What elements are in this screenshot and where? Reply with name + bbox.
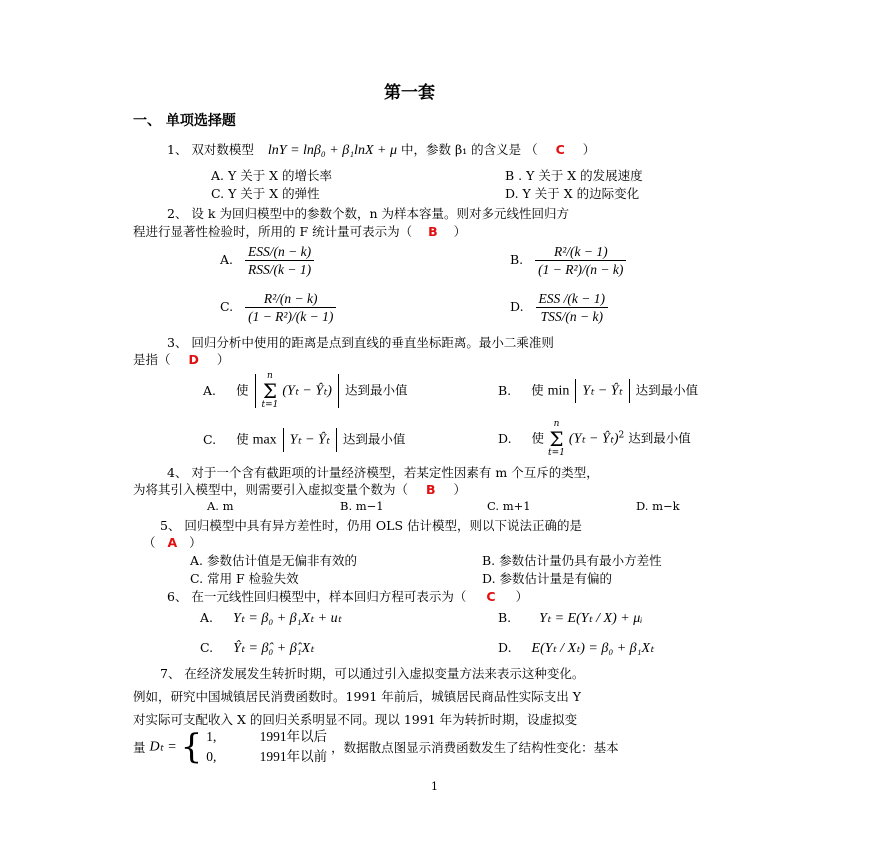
q5-answer: A	[167, 535, 178, 550]
q3-a-sum	[261, 372, 278, 410]
q5-close: ）	[189, 535, 202, 550]
q4-line1: 4、 对于一个含有截距项的计量经济模型，若某定性因素有 m 个互斥的类型，	[167, 465, 599, 480]
q3-line2: 是指（	[133, 352, 171, 367]
question-5-line2	[143, 533, 202, 551]
question-4-line2	[133, 480, 466, 498]
q3-option-b	[498, 379, 698, 403]
q2-label-a: A.	[220, 252, 234, 267]
q3-c-max: max	[252, 432, 277, 448]
q1-close: ）	[582, 142, 596, 157]
q5-option-b: B. 参数估计量仍具有最小方差性	[482, 553, 662, 568]
q3-c-reach: 达到最小值	[342, 431, 406, 447]
q3-a-sum-top: n	[267, 371, 273, 381]
q2-line2: 程进行显著性检验时，所用的 F 统计量可表示为（	[133, 224, 413, 239]
q1-formula: lnY = lnβ₀ + β₁lnX + μ	[267, 143, 397, 158]
q3-d-sum	[548, 420, 565, 458]
q5-line1: 5、 回归模型中具有异方差性时，仍用 OLS 估计模型，则以下说法正确的是	[160, 518, 582, 533]
q7-dummy-var: Dₜ =	[149, 739, 177, 755]
q1-answer: C	[555, 142, 565, 157]
q5-option-a: A. 参数估计值是无偏非有效的	[190, 553, 357, 568]
q6-formula-b: Yₜ = E(Yₜ / X) + μᵢ	[539, 611, 643, 626]
q3-a-sum-bottom: t=1	[261, 400, 279, 410]
page-number: 1	[431, 780, 438, 793]
q2-b-numerator: R²/(k − 1)	[535, 243, 626, 261]
sigma-icon: Σ	[549, 427, 564, 451]
q3-c-abs-left	[283, 428, 284, 452]
q2-c-denominator: (1 − R²)/(k − 1)	[248, 309, 334, 324]
q4-option-a: A. m	[207, 499, 234, 513]
q3-a-use: 使	[236, 382, 249, 398]
q3-b-reach: 达到最小值	[635, 382, 699, 398]
q2-fraction-b	[535, 243, 626, 278]
section-heading: 一、 单项选择题	[133, 113, 236, 129]
q2-fraction-c	[245, 290, 336, 325]
q2-a-denominator: RSS/(k − 1)	[248, 262, 312, 277]
q6-option-c	[200, 640, 314, 657]
q4-close: ）	[453, 482, 467, 497]
q2-a-numerator: ESS/(n − k)	[245, 243, 314, 261]
q3-a-abs-right	[338, 374, 339, 408]
q7-case-2	[206, 747, 327, 767]
q6-line1: 6、 在一元线性回归模型中，样本回归方程可表示为（	[167, 589, 467, 604]
q3-c-abs-right	[336, 428, 337, 452]
q6-formula-c: Ŷₜ = β̂₀ + β̂₁Xₜ	[233, 641, 315, 656]
q3-d-sum-bottom: t=1	[548, 448, 565, 458]
q3-d-term: (Yₜ − Ŷₜ)	[568, 431, 619, 447]
q1-text: 1、 双对数模型	[167, 142, 254, 157]
q3-c-term: Yₜ − Ŷₜ	[289, 432, 330, 448]
q1-option-d: D. Y 关于 X 的边际变化	[505, 186, 640, 201]
q3-d-sum-top: n	[553, 419, 560, 429]
q2-fraction-d	[536, 290, 608, 325]
q2-option-c	[220, 290, 336, 325]
q5-option-d: D. 参数估计量是有偏的	[482, 571, 613, 586]
question-1	[167, 140, 595, 159]
q3-a-abs-left	[255, 374, 256, 408]
q3-b-min: min	[547, 383, 570, 399]
q3-label-a: A.	[203, 382, 217, 398]
q4-answer: B	[426, 482, 436, 497]
question-7-line4	[133, 727, 619, 767]
sigma-icon: Σ	[262, 379, 277, 403]
q7-case2-cond: 1991年以前	[259, 749, 328, 764]
q3-a-term: (Yₜ − Ŷₜ)	[282, 383, 332, 399]
q2-c-numerator: R²/(n − k)	[245, 290, 336, 308]
q3-a-reach: 达到最小值	[344, 382, 408, 398]
q3-option-d	[498, 420, 691, 458]
q4-option-b: B. m−1	[340, 499, 384, 513]
question-6	[167, 587, 528, 605]
q3-b-abs-right	[629, 379, 630, 403]
q4-line2: 为将其引入模型中，则需要引入虚拟变量个数为（	[133, 482, 409, 497]
q2-b-denominator: (1 − R²)/(n − k)	[538, 262, 624, 277]
q6-formula-a: Yₜ = β₀ + β₁Xₜ + uₜ	[233, 611, 342, 626]
q6-label-c: C.	[200, 640, 214, 655]
q6-option-b	[498, 610, 642, 627]
q4-option-d: D. m−k	[636, 499, 680, 513]
q3-c-use: 使	[236, 431, 249, 447]
q2-d-denominator: TSS/(n − k)	[540, 309, 603, 324]
q2-label-c: C.	[220, 299, 234, 314]
q2-label-b: B.	[510, 252, 524, 267]
q1-option-a: A. Y 关于 X 的增长率	[211, 168, 333, 183]
q3-b-abs-left	[575, 379, 576, 403]
q5-open: （	[143, 535, 156, 550]
q3-b-term: Yₜ − Ŷₜ	[582, 383, 623, 399]
q2-option-b	[510, 243, 626, 278]
brace-icon: {	[180, 727, 203, 767]
q7-line4-pre: 量	[133, 740, 146, 755]
q7-case-1	[206, 727, 327, 747]
q2-option-a	[220, 243, 314, 278]
question-3-line2	[133, 350, 229, 368]
q7-case1-val: 1,	[206, 729, 217, 744]
q2-close: ）	[453, 224, 467, 239]
q6-option-d	[498, 640, 654, 657]
q3-d-use: 使	[531, 430, 545, 446]
q3-line1: 3、 回归分析中使用的距离是点到直线的垂直坐标距离。最小二乘准则	[167, 335, 554, 350]
q3-b-use: 使	[531, 382, 544, 398]
q1-text-after: 中，参数 β₁ 的含义是 （	[400, 142, 538, 157]
q2-d-numerator: ESS /(k − 1)	[536, 290, 608, 308]
q6-label-d: D.	[498, 640, 512, 655]
q3-option-a	[203, 372, 407, 410]
q1-option-c: C. Y 关于 X 的弹性	[211, 186, 320, 201]
q3-label-d: D.	[498, 430, 512, 446]
q7-line4-post: ，数据散点图显示消费函数发生了结构性变化：基本	[331, 740, 619, 755]
q2-label-d: D.	[510, 299, 524, 314]
q4-option-c: C. m+1	[487, 499, 531, 513]
q3-close: ）	[216, 352, 230, 367]
q3-label-b: B.	[498, 382, 512, 398]
page-title: 第一套	[384, 83, 435, 103]
q2-fraction-a	[245, 243, 314, 278]
q6-close: ）	[515, 589, 529, 604]
q7-case2-val: 0,	[206, 749, 217, 764]
q5-option-c: C. 常用 F 检验失效	[190, 571, 299, 586]
question-2-line2	[133, 222, 466, 240]
q3-d-reach: 达到最小值	[628, 430, 691, 446]
q6-label-b: B.	[498, 610, 512, 625]
q6-label-a: A.	[200, 610, 214, 625]
q3-answer: D	[188, 352, 199, 367]
q2-line1: 2、 设 k 为回归模型中的参数个数，n 为样本容量。则对多元线性回归方	[167, 206, 569, 221]
q6-option-a	[200, 610, 342, 627]
q6-answer: C	[486, 589, 496, 604]
q3-option-c	[203, 428, 405, 452]
q2-answer: B	[428, 224, 438, 239]
q7-line2: 例如，研究中国城镇居民消费函数时。1991 年前后，城镇居民商品性实际支出 Y	[133, 689, 582, 704]
q3-d-square: 2	[618, 430, 625, 441]
q2-option-d	[510, 290, 608, 325]
q7-case1-cond: 1991年以后	[259, 729, 328, 744]
q3-label-c: C.	[203, 431, 217, 447]
q1-option-b: B . Y 关于 X 的发展速度	[505, 168, 643, 183]
q6-formula-d: E(Yₜ / Xₜ) = β₀ + β₁Xₜ	[531, 641, 655, 656]
q7-line1: 7、 在经济发展发生转折时期，可以通过引入虚拟变量方法来表示这种变化。	[160, 666, 585, 681]
q7-cases	[206, 727, 327, 767]
q7-line3: 对实际可支配收入 X 的回归关系明显不同。现以 1991 年为转折时期，设虚拟变	[133, 712, 578, 727]
